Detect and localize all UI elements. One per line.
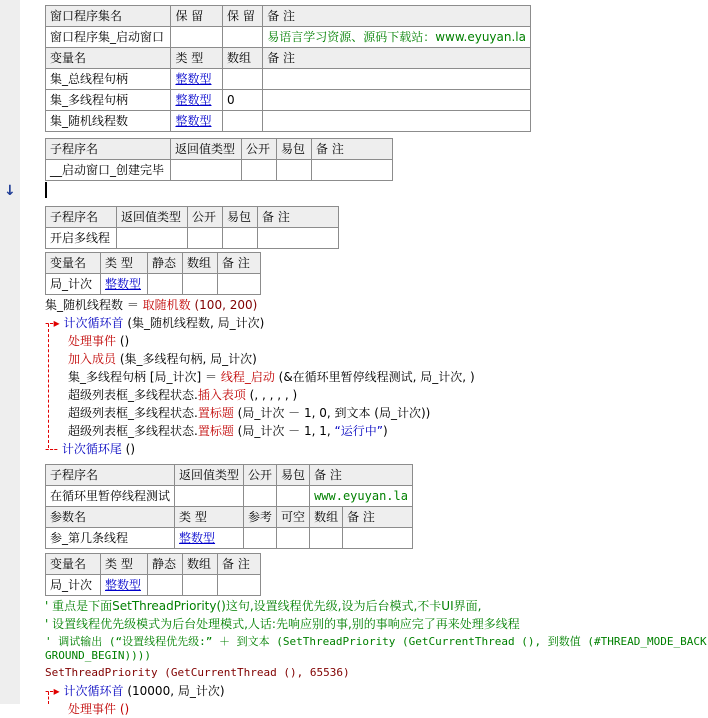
comment-line[interactable]: GROUND_BEGIN)))): [45, 649, 151, 662]
code-args: ): [382, 424, 388, 438]
header-cell: 数组: [183, 253, 218, 274]
header-cell: 备 注: [312, 139, 393, 160]
header-cell: 保 留: [171, 6, 223, 27]
table-row[interactable]: [46, 228, 339, 249]
code-string: “运行中”: [334, 424, 383, 438]
cell[interactable]: [188, 228, 223, 249]
cell[interactable]: [263, 90, 531, 111]
cell[interactable]: [223, 69, 263, 90]
cell[interactable]: [312, 160, 393, 181]
code-line[interactable]: [45, 314, 264, 332]
remark-cell[interactable]: 易语言学习资源、源码下载站：www.eyuyan.la: [263, 27, 531, 48]
cell[interactable]: [223, 228, 258, 249]
cell[interactable]: [183, 575, 218, 596]
code-var: 超级列表框_多线程状态.: [68, 424, 198, 438]
header-cell: 静态: [148, 253, 183, 274]
subroutine-name-cell[interactable]: 在循环里暂停线程测试: [46, 486, 175, 507]
header-cell: 备 注: [263, 6, 531, 27]
header-cell: 公开: [244, 465, 277, 486]
code-line[interactable]: [68, 386, 297, 404]
code-var: 超级列表框_多线程状态.: [68, 406, 198, 420]
cell[interactable]: [343, 528, 413, 549]
header-cell: 变量名: [46, 554, 101, 575]
code-op: ＝: [123, 298, 143, 312]
code-function: 线程_启动: [220, 370, 275, 384]
cell[interactable]: [223, 111, 263, 132]
header-cell: 备 注: [218, 253, 261, 274]
header-cell: 公开: [242, 139, 277, 160]
table-header-row: [46, 465, 413, 486]
table-row[interactable]: [46, 528, 413, 549]
header-cell: 易包: [223, 207, 258, 228]
header-cell: 窗口程序集名: [46, 6, 171, 27]
header-cell: 子程序名: [46, 207, 117, 228]
table-row[interactable]: [46, 111, 531, 132]
cell[interactable]: [171, 160, 242, 181]
cell[interactable]: [277, 486, 310, 507]
header-cell: 子程序名: [46, 465, 175, 486]
loop-arrow-icon: --▸: [45, 684, 60, 698]
header-cell: 备 注: [258, 207, 339, 228]
local-var-table-1: [45, 252, 261, 295]
cell[interactable]: [117, 228, 188, 249]
header-cell: 数组: [310, 507, 343, 528]
code-var: 集_多线程句柄 [局_计次] ＝: [68, 370, 221, 384]
table-row[interactable]: [46, 27, 531, 48]
table-header-row: [46, 253, 261, 274]
window-set-table: [45, 5, 531, 132]
code-args: (集_多线程句柄, 局_计次): [116, 352, 257, 366]
cell[interactable]: [277, 160, 312, 181]
header-cell: 类 型: [171, 48, 223, 69]
code-function: 取随机数: [142, 298, 191, 312]
cell[interactable]: [148, 274, 183, 295]
code-line[interactable]: [68, 368, 475, 386]
header-cell: 参数名: [46, 507, 175, 528]
cell[interactable]: [263, 111, 531, 132]
current-line-arrow-icon: ↓: [4, 183, 16, 199]
var-type-cell[interactable]: 整数型: [171, 69, 223, 90]
cell[interactable]: [242, 160, 277, 181]
cell[interactable]: [244, 486, 277, 507]
param-name-cell[interactable]: 参_第几条线程: [46, 528, 175, 549]
loop-guide-line: [48, 324, 49, 448]
header-cell: 参考: [244, 507, 277, 528]
header-cell: 静态: [148, 554, 183, 575]
var-name-cell[interactable]: 集_随机线程数: [46, 111, 171, 132]
header-cell: 子程序名: [46, 139, 171, 160]
header-cell: 变量名: [46, 253, 101, 274]
code-function: 置标题: [197, 424, 234, 438]
var-type-cell[interactable]: 整数型: [171, 111, 223, 132]
header-cell: 保 留: [223, 6, 263, 27]
code-args: (集_随机线程数, 局_计次): [123, 316, 265, 330]
param-type-cell[interactable]: 整数型: [175, 528, 244, 549]
header-cell: 公开: [188, 207, 223, 228]
table-header-row: [46, 554, 261, 575]
var-name-cell[interactable]: 局_计次: [46, 274, 101, 295]
code-line[interactable]: [45, 440, 135, 458]
table-row[interactable]: [46, 160, 393, 181]
table-row[interactable]: [46, 274, 261, 295]
code-line[interactable]: [45, 296, 257, 314]
set-name-cell[interactable]: 窗口程序集_启动窗口: [46, 27, 171, 48]
remark-cell[interactable]: www.eyuyan.la: [310, 486, 413, 507]
code-line[interactable]: SetThreadPriority (GetCurrentThread (), 65536): [45, 666, 350, 679]
code-line[interactable]: [68, 350, 257, 368]
header-cell: 易包: [277, 465, 310, 486]
var-name-cell[interactable]: 集_多线程句柄: [46, 90, 171, 111]
code-line[interactable]: [45, 682, 225, 700]
cell[interactable]: [263, 69, 531, 90]
subroutine-table-start-threads: [45, 206, 339, 249]
table-header-row: [46, 6, 531, 27]
table-header-row: [46, 207, 339, 228]
code-args: (10000, 局_计次): [123, 684, 225, 698]
code-keyword: 计次循环首: [63, 316, 124, 330]
cell[interactable]: [218, 575, 261, 596]
header-cell: 备 注: [310, 465, 413, 486]
comment-line[interactable]: ' 设置线程优先级模式为后台处理模式,人话:先响应别的事,别的事响应完了再来处理多线程: [45, 617, 520, 631]
code-function: 置标题: [197, 406, 234, 420]
code-line[interactable]: [68, 422, 388, 440]
header-cell: 数组: [183, 554, 218, 575]
var-type-cell[interactable]: 整数型: [101, 575, 148, 596]
table-row[interactable]: [46, 575, 261, 596]
var-name-cell[interactable]: 局_计次: [46, 575, 101, 596]
table-row[interactable]: [46, 69, 531, 90]
code-args: (100, 200): [190, 298, 258, 312]
code-line[interactable]: [68, 332, 129, 350]
cell[interactable]: [258, 228, 339, 249]
text-cursor[interactable]: [45, 182, 47, 198]
var-type-cell[interactable]: 整数型: [101, 274, 148, 295]
comment-line[interactable]: ' 调试输出 (“设置线程优先级:” ＋ 到文本 (SetThreadPriority (GetCurrentThread (), 到数值 (#THREAD_MODE_BACK: [45, 635, 707, 648]
header-cell: 备 注: [343, 507, 413, 528]
cell[interactable]: [244, 528, 277, 549]
table-row[interactable]: [46, 90, 531, 111]
local-var-table-2: [45, 553, 261, 596]
var-type-cell[interactable]: 整数型: [171, 90, 223, 111]
table-row[interactable]: [46, 486, 413, 507]
code-keyword: 计次循环尾: [61, 442, 122, 456]
cell[interactable]: [310, 528, 343, 549]
header-cell: 返回值类型: [175, 465, 244, 486]
header-cell: 类 型: [101, 253, 148, 274]
header-cell: 类 型: [175, 507, 244, 528]
subroutine-name-cell[interactable]: 开启多线程: [46, 228, 117, 249]
header-cell: 易包: [277, 139, 312, 160]
code-args: (): [116, 334, 130, 348]
code-function: 加入成员: [68, 352, 117, 366]
cell[interactable]: [171, 27, 223, 48]
code-args: (&在循环里暂停线程测试, 局_计次, ): [274, 370, 475, 384]
header-cell: 返回值类型: [117, 207, 188, 228]
header-cell: 返回值类型: [171, 139, 242, 160]
cell[interactable]: [218, 274, 261, 295]
subroutine-name-cell[interactable]: __启动窗口_创建完毕: [46, 160, 171, 181]
code-args: (, , , , , ): [245, 388, 298, 402]
var-name-cell[interactable]: 集_总线程句柄: [46, 69, 171, 90]
header-cell: 备 注: [218, 554, 261, 575]
header-cell: 变量名: [46, 48, 171, 69]
code-line-partial[interactable]: 处理事件 (): [68, 702, 130, 716]
code-var: 超级列表框_多线程状态.: [68, 388, 198, 402]
code-function: 插入表项: [197, 388, 246, 402]
header-cell: 类 型: [101, 554, 148, 575]
editor-gutter: [0, 0, 20, 704]
var-array-cell[interactable]: 0: [223, 90, 263, 111]
table-header-row: [46, 48, 531, 69]
code-function: 处理事件: [68, 334, 117, 348]
code-var: 集_随机线程数: [45, 298, 124, 312]
header-cell: 备 注: [263, 48, 531, 69]
cell[interactable]: [277, 528, 310, 549]
code-line[interactable]: [68, 404, 430, 422]
loop-arrow-icon: --▸: [45, 316, 60, 330]
header-cell: 数组: [223, 48, 263, 69]
subroutine-table-thread-test: [45, 464, 413, 549]
cell[interactable]: [183, 274, 218, 295]
cell[interactable]: [223, 27, 263, 48]
code-args: (局_计次 － 1, 0, 到文本 (局_计次)): [233, 406, 431, 420]
code-args: (局_计次 － 1, 1,: [233, 424, 335, 438]
subroutine-table-startup: [45, 138, 393, 181]
table-header-row: [46, 139, 393, 160]
header-cell: 可空: [277, 507, 310, 528]
cell[interactable]: [175, 486, 244, 507]
comment-line[interactable]: ' 重点是下面SetThreadPriority()这句,设置线程优先级,设为后台模式,不卡UI界面,: [45, 599, 482, 613]
code-args: (): [121, 442, 136, 456]
code-keyword: 计次循环首: [63, 684, 124, 698]
table-header-row: [46, 507, 413, 528]
cell[interactable]: [148, 575, 183, 596]
loop-end-mark-icon: ---: [45, 442, 58, 456]
